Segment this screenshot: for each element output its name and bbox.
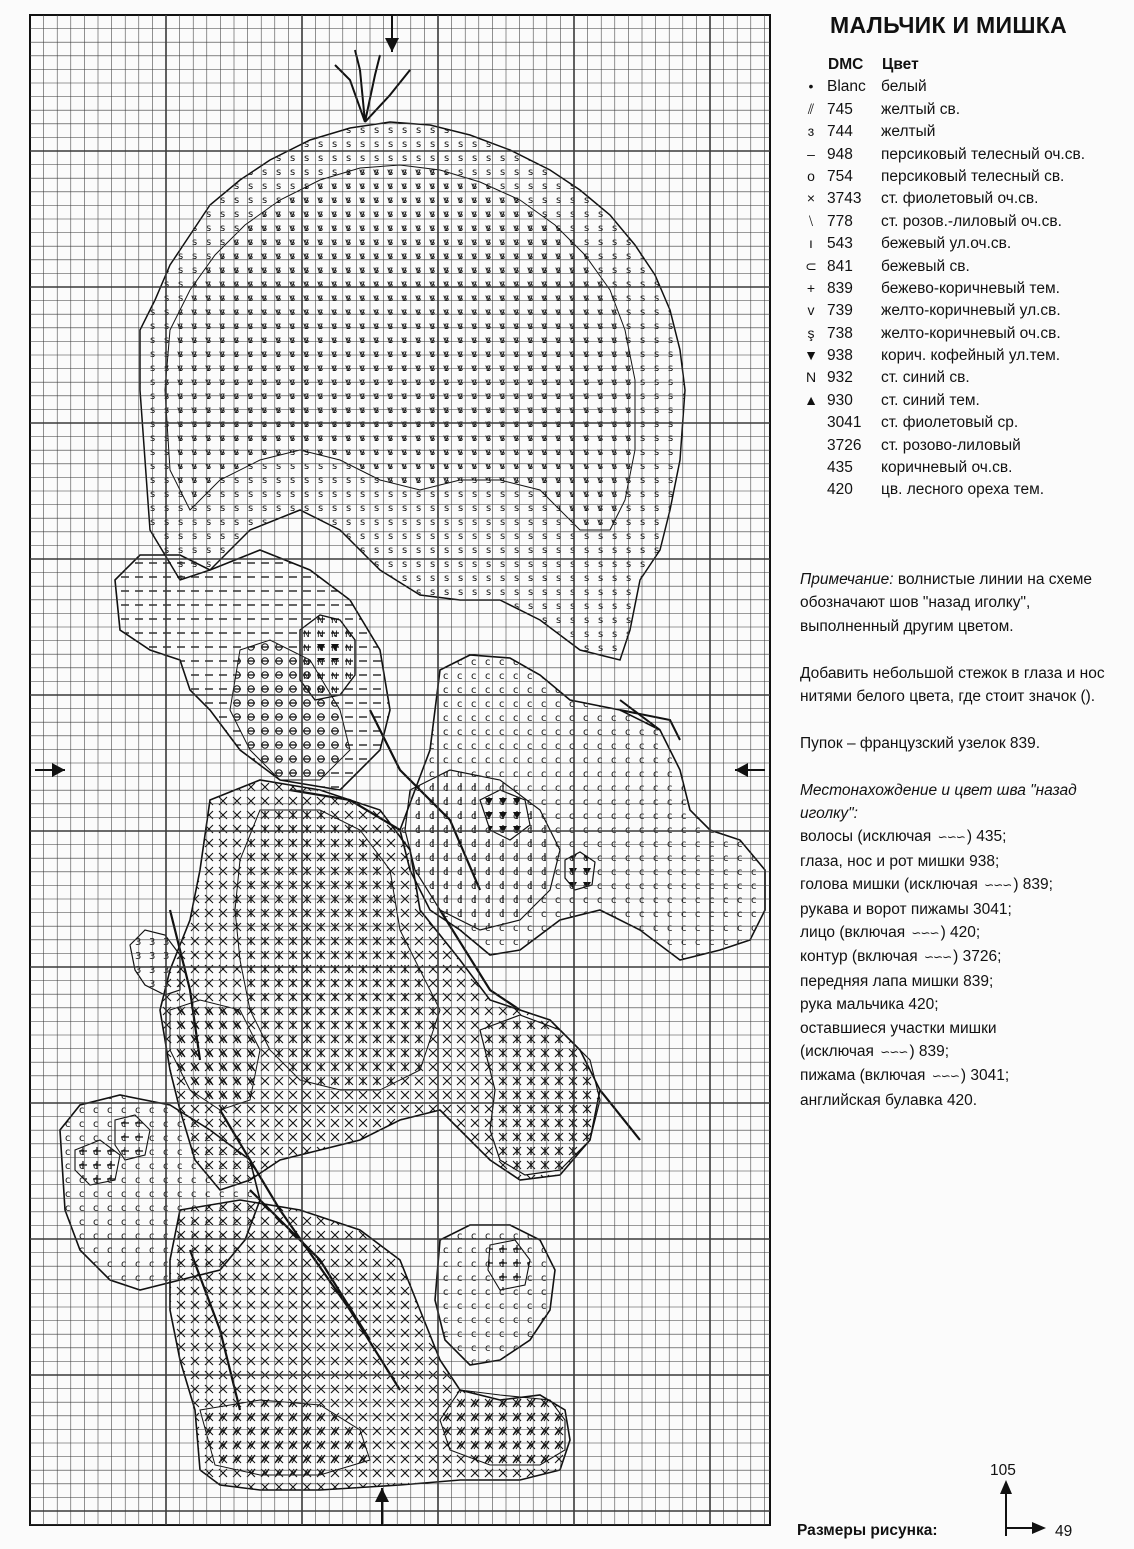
dmc-code: 841 <box>827 257 853 275</box>
backstitch-pin: английская булавка 420. <box>800 1091 978 1109</box>
legend-row <box>800 123 1130 145</box>
stitch-symbol-icon: ▲ <box>804 391 818 408</box>
stitch-symbol-icon: + <box>806 279 816 296</box>
legend-row <box>800 235 1130 257</box>
backstitch-rest: оставшиеся участки мишки <box>800 1019 997 1037</box>
legend-row <box>800 146 1130 168</box>
dmc-code: 938 <box>827 347 853 365</box>
legend-row <box>800 101 1130 123</box>
chart-grid <box>20 10 780 1540</box>
dmc-code: 754 <box>827 167 853 185</box>
backstitch-head: голова мишки (исключая ∽∽∽ ) 839; <box>800 876 1053 894</box>
stitch-symbol-icon: × <box>806 190 816 207</box>
color-name: цв. лесного ореха тем. <box>881 481 1045 499</box>
dmc-code: 420 <box>827 481 853 499</box>
backstitch-face: лицо (включая ∽∽∽ ) 420; <box>800 924 981 942</box>
dmc-code: 3743 <box>827 190 862 208</box>
backstitch-location-title: Местонахождение и цвет шва "назад иголку": <box>800 781 1077 823</box>
legend-row <box>800 481 1130 503</box>
note-text: волнистые линии на схеме обозначают шов "назад иголку", выполненный другим цветом. <box>800 571 1093 635</box>
stitch-symbol-icon: ş <box>807 324 815 341</box>
note-label: Примечание: <box>800 571 894 588</box>
stitch-symbol-icon: • <box>808 78 814 95</box>
legend-row <box>800 168 1130 190</box>
legend-row <box>800 459 1130 481</box>
dmc-code: 435 <box>827 459 853 477</box>
size-label: Размеры рисунка: <box>797 1522 938 1539</box>
dmc-code: 932 <box>827 369 853 387</box>
backstitch-rest-2: (исключая ∽∽∽ ) 839; <box>800 1043 950 1061</box>
size-width: 49 <box>1055 1523 1073 1540</box>
dmc-code: 948 <box>827 145 853 163</box>
backstitch-contour: контур (включая ∽∽∽ ) 3726; <box>800 948 1002 966</box>
dmc-code: 543 <box>827 235 853 253</box>
color-name: коричневый оч.св. <box>881 459 1013 477</box>
color-name: ст. синий св. <box>881 369 970 387</box>
color-name: белый <box>881 78 927 96</box>
pajama-pants-cuff <box>440 1390 565 1465</box>
color-name: бежевый св. <box>881 257 970 275</box>
wavy-line-icon: ∽∽∽ <box>984 878 1012 893</box>
boy-eye-pupil <box>315 635 345 660</box>
dmc-code: 930 <box>827 391 853 409</box>
color-name: бежевый ул.оч.св. <box>881 235 1012 253</box>
stitch-symbol-icon: ɜ <box>807 123 815 140</box>
dmc-code: 745 <box>827 100 853 118</box>
color-name: ст. синий тем. <box>881 391 980 409</box>
french-knot-note: Пупок – французский узелок 839. <box>800 734 1041 752</box>
wavy-line-icon: ∽∽∽ <box>924 950 952 965</box>
legend-row <box>800 437 1130 459</box>
dmc-code: 3726 <box>827 436 862 454</box>
color-name: ст. фиолетовый оч.св. <box>881 190 1039 208</box>
stitch-symbol-icon: v <box>807 302 815 319</box>
wavy-line-icon: ∽∽∽ <box>931 1069 959 1084</box>
note-paragraph <box>800 568 1130 638</box>
color-name: корич. кофейный ул.тем. <box>881 347 1061 365</box>
backstitch-hand: рука мальчика 420; <box>800 996 939 1014</box>
dmc-code: 778 <box>827 212 853 230</box>
stitch-symbol-icon: N <box>805 369 817 386</box>
legend-header <box>800 56 1130 78</box>
backstitch-eyes: глаза, нос и рот мишки 938; <box>800 852 1000 870</box>
stitch-symbol-icon: o <box>807 167 815 184</box>
legend-row <box>800 392 1130 414</box>
color-name: желто-коричневый ул.св. <box>881 302 1061 320</box>
legend-row <box>800 213 1130 235</box>
legend-row <box>800 414 1130 436</box>
dmc-code: Blanc <box>827 78 866 96</box>
color-legend <box>800 56 1130 504</box>
color-name: ст. розово-лиловый <box>881 436 1021 454</box>
stitch-symbol-icon: ⊂ <box>805 257 817 274</box>
backstitch-hair: волосы (исключая ∽∽∽ ) 435; <box>800 828 1007 846</box>
color-name: желтый св. <box>881 100 961 118</box>
stitch-symbol-icon: ▼ <box>804 347 818 364</box>
legend-row <box>800 78 1130 100</box>
cross-stitch-chart <box>20 10 780 1540</box>
dmc-code: 839 <box>827 279 853 297</box>
dmc-code: 744 <box>827 123 853 141</box>
stitch-symbol-icon: ⫽ <box>807 100 815 117</box>
dmc-code: 739 <box>827 302 853 320</box>
color-name: желтый <box>881 123 936 141</box>
dmc-code: 738 <box>827 324 853 342</box>
legend-rows <box>800 78 1130 503</box>
white-stitch-note: Добавить небольшой стежок в глаза и нос нитями белого цвета, где стоит значок (). <box>800 664 1105 706</box>
color-name: желто-коричневый оч.св. <box>881 324 1061 342</box>
dmc-code: 3041 <box>827 414 862 432</box>
legend-row <box>800 369 1130 391</box>
color-name: бежево-коричневый тем. <box>881 279 1060 297</box>
stitch-symbol-icon: ⧵ <box>808 212 814 229</box>
legend-row <box>800 258 1130 280</box>
legend-row <box>800 347 1130 369</box>
legend-row <box>800 302 1130 324</box>
size-height: 105 <box>990 1462 1016 1479</box>
pattern-title: МАЛЬЧИК И МИШКА <box>830 12 1067 38</box>
color-name: ст. розов.-лиловый оч.св. <box>881 212 1062 230</box>
stitch-symbol-icon: ı <box>809 235 813 252</box>
color-name: персиковый телесный оч.св. <box>881 145 1086 163</box>
stitch-symbol-icon: – <box>807 145 815 162</box>
backstitch-sleeves: рукава и ворот пижамы 3041; <box>800 900 1012 918</box>
legend-row <box>800 280 1130 302</box>
legend-header-dmc: DMC <box>828 56 864 73</box>
wavy-line-icon: ∽∽∽ <box>880 1045 908 1060</box>
stitch-notes <box>800 568 1130 1112</box>
wavy-line-icon: ∽∽∽ <box>937 830 965 845</box>
backstitch-paw: передняя лапа мишки 839; <box>800 972 994 990</box>
backstitch-pajama: пижама (включая ∽∽∽ ) 3041; <box>800 1067 1010 1085</box>
color-name: ст. фиолетовый ср. <box>881 414 1019 432</box>
legend-header-color: Цвет <box>882 56 919 73</box>
legend-row <box>800 190 1130 212</box>
color-name: персиковый телесный св. <box>881 167 1065 185</box>
legend-row <box>800 325 1130 347</box>
wavy-line-icon: ∽∽∽ <box>911 926 939 941</box>
size-arrow-icon <box>990 1478 1050 1538</box>
